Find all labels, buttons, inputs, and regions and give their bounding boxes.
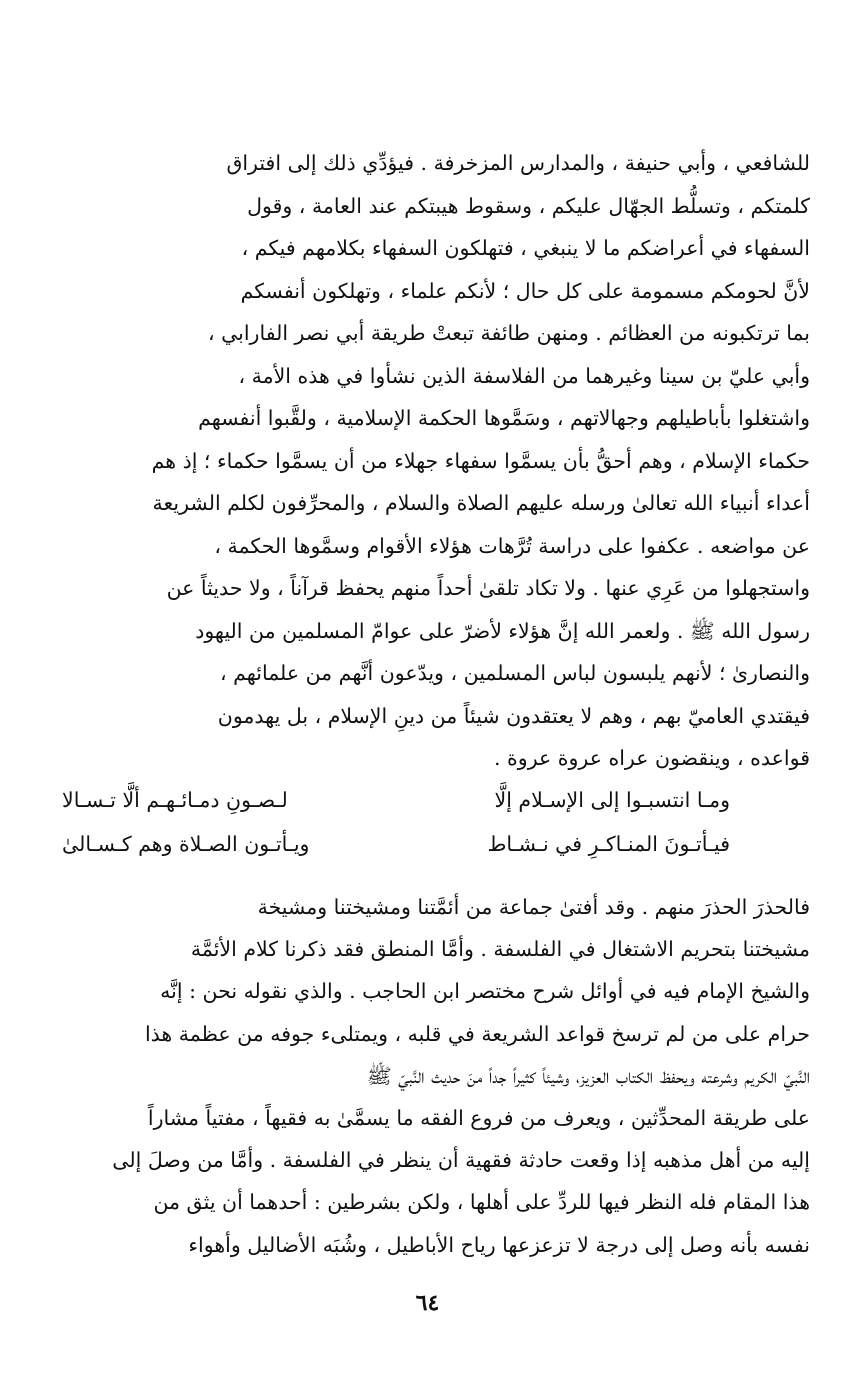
text-line: نفسه بأنه وصل إلى درجة لا تزعزعها رياح الأباطيل ، وشُبَه الأضاليل وأهواء <box>188 1232 810 1257</box>
poem-verses <box>62 778 742 868</box>
text-line: السفهاء في أعراضكم ما لا ينبغي ، فتهلكون السفهاء بكلامهم فيكم ، <box>241 236 810 260</box>
text-line: رسول الله ﷺ . ولعمر الله إنَّ هؤلاء لأضرّ على عوامّ المسلمين من اليهود <box>195 618 810 643</box>
verse-first-hemistich: ومـا انتسبـوا إلى الإسـلام إلَّا <box>494 788 730 812</box>
verse-second-hemistich: ويـأتـون الصـلاة وهم كـسـالىٰ <box>62 832 310 856</box>
text-line: إليه من أهل مذهبه إذا وقعت حادثة فقهية أن ينظر في الفلسفة . وأمَّا من وصلَ إلى <box>112 1148 810 1173</box>
text-line: فالحذرَ الحذرَ منهم . وقد أفتىٰ جماعة من أئمَّتنا ومشيختنا ومشيخة <box>257 895 810 919</box>
text-line: مشيختنا بتحريم الاشتغال في الفلسفة . وأمَّا المنطق فقد ذكرنا كلام الأئمَّة <box>190 937 810 962</box>
poem-verse <box>62 822 742 866</box>
text-line: حرام على من لم ترسخ قواعد الشريعة في قلبه ، ويمتلىء جوفه من عظمة هذا <box>144 1021 810 1046</box>
text-line: وأبي عليّ بن سينا وغيرهما من الفلاسفة الذين نشأوا في هذه الأمة ، <box>238 363 810 388</box>
text-line: كلمتكم ، وتسلُّط الجهّال عليكم ، وسقوط هيبتكم عند العامة ، وقول <box>247 193 810 218</box>
text-line: عن مواضعه . عكفوا على دراسة تُرَّهات هؤلاء الأقوام وسمَّوها الحكمة ، <box>214 533 810 558</box>
text-line: لأنَّ لحومكم مسمومة على كل حال ؛ لأنكم علماء ، وتهلكون أنفسكم <box>240 278 810 303</box>
page-number: ٦٤ <box>415 1290 440 1316</box>
poem-verse <box>62 778 742 822</box>
text-line: واستجهلوا من عَرِي عنها . ولا تكاد تلقىٰ أحداً منهم يحفظ قرآناً ، ولا حديثاً عن <box>166 576 810 600</box>
verse-first-hemistich: فيـأتـونَ المنـاكـرِ في نـشـاط <box>487 832 730 856</box>
verse-second-hemistich: لـصـونِ دمـائـهـم ألَّا تـسـالا <box>62 788 288 812</box>
text-line: حكماء الإسلام ، وهم أحقُّ بأن يسمَّوا سفهاء جهلاء من أن يسمَّوا حكماء ؛ إذ هم <box>151 448 810 473</box>
text-line: أعداء أنبياء الله تعالىٰ ورسله عليهم الصلاة والسلام ، والمحرِّفون لكلم الشريعة <box>152 491 810 515</box>
text-line: واشتغلوا بأباطيلهم وجهالاتهم ، وسَمَّوها الحكمة الإسلامية ، ولقَّبوا أنفسهم <box>198 406 810 430</box>
text-line: للشافعي ، وأبي حنيفة ، والمدارس المزخرفة . فيؤدِّي ذلك إلى افتراق <box>226 151 810 175</box>
text-line: بما ترتكبونه من العظائم . ومنهن طائفة تبعتْ طريقة أبي نصر الفارابي ، <box>207 321 810 345</box>
text-line: والشيخ الإمام فيه في أوائل شرح مختصر ابن الحاجب . والذي نقوله نحن : إنَّه <box>160 979 810 1004</box>
text-line: هذا المقام فله النظر فيها للردِّ على أهلها ، ولكن بشرطين : أحدهما أن يثق من <box>153 1190 810 1215</box>
text-line: قواعده ، وينقضون عراه عروة عروة . <box>494 746 810 770</box>
text-line: النَّبيّ الكريم وشرعته ويحفظ الكتاب العزيز، وشيئاً كثيراً جداً منَ حديث النَّبيّ ﷺ <box>366 1063 810 1088</box>
text-line: على طريقة المحدِّثين ، ويعرف من فروع الفقه ما يسمَّىٰ به فقيهاً ، مفتياً مشاراً <box>147 1105 810 1130</box>
text-line: فيقتدي العاميّ بهم ، وهم لا يعتقدون شيئاً من دينِ الإسلام ، بل يهدمون <box>217 703 810 728</box>
paragraph-1 <box>58 142 810 780</box>
paragraph-2 <box>58 886 810 1266</box>
text-line: والنصارىٰ ؛ لأنهم يلبسون لباس المسلمين ، ويدّعون أنَّهم من علمائهم ، <box>220 661 810 685</box>
